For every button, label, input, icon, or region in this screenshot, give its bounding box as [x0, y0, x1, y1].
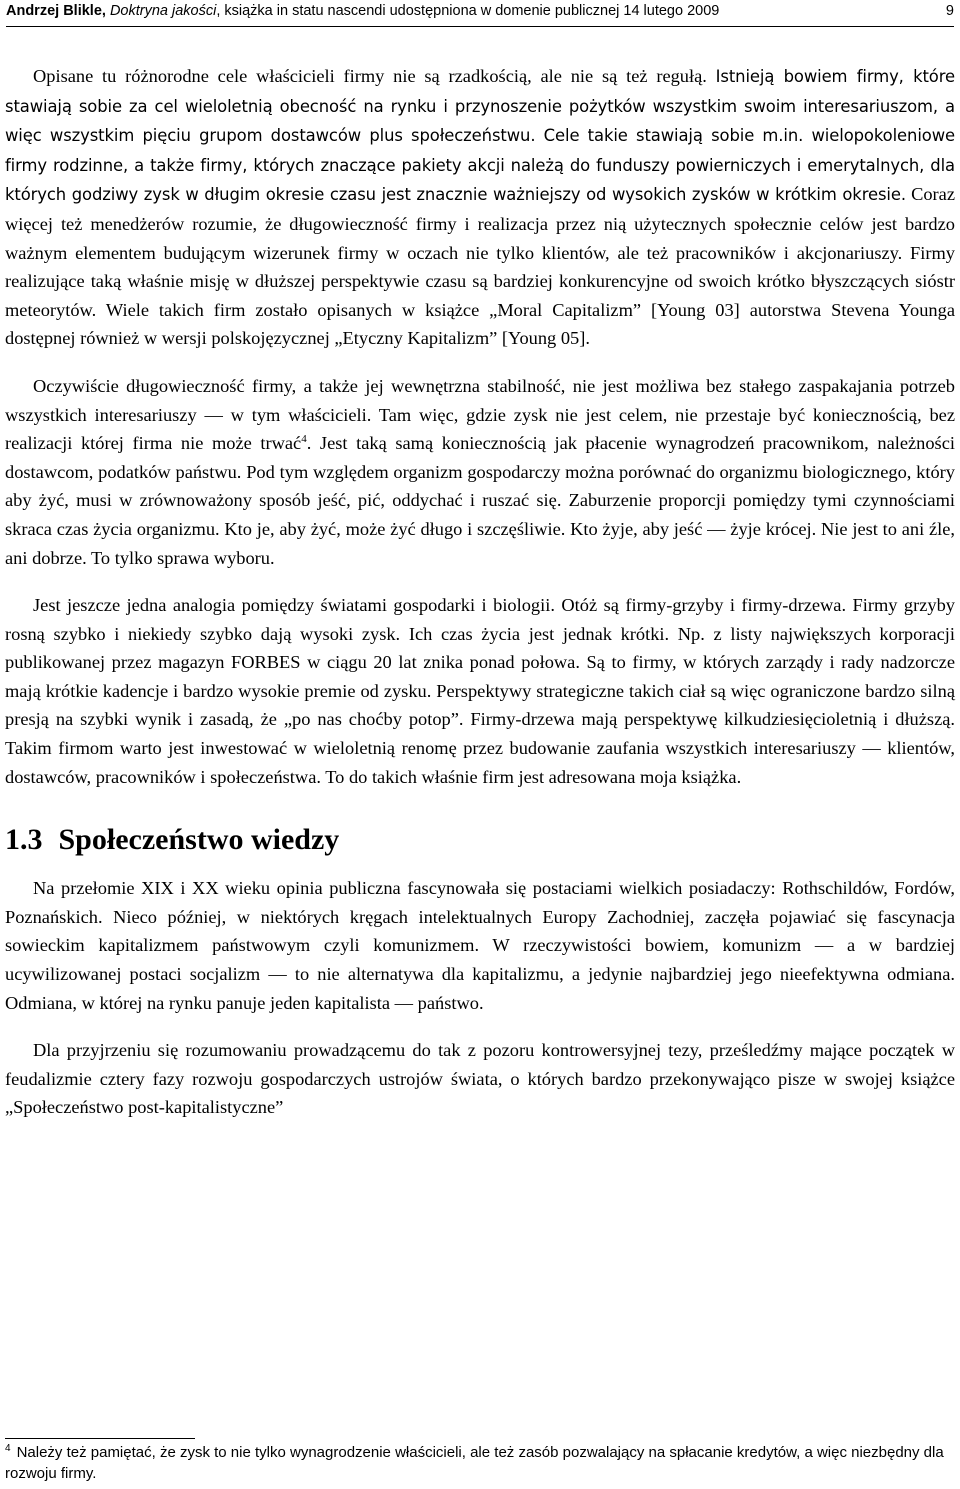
paragraph-3: [5, 591, 955, 791]
header-book-title: Doktryna jakości: [109, 3, 217, 19]
footnote-separator: [5, 1438, 195, 1439]
paragraph-2-text-start: Oczywiście długowieczność firmy, a także jej wewnętrzna stabilność, nie jest możliwa bez stałego zaspakajania potrzeb wszystkich interesariuszy — w tym właścicieli. Tam więc, gdzie zysk nie jest celem, nie przestaje być koniecznością, bez realizacji której firma nie może trwać: [5, 375, 955, 454]
section-paragraph-1: [5, 874, 955, 1017]
section-paragraph-2-text: Dla przyjrzeniu się rozumowaniu prowadzącemu do tak z pozoru kontrowersyjnej tezy, prześledźmy mające początek w feudalizmie cztery fazy rozwoju gospodarczych ustrojów świata, o których bardzo przekonywająco pisze w swojej książce „Społeczeństwo post-kapitalistyczne”: [5, 1040, 955, 1118]
section-paragraph-1-text: Na przełomie XIX i XX wieku opinia publiczna fascynowała się postaciami wielkich posiadaczy: Rothschildów, Fordów, Poznańskich. Nieco później, w niektórych kręgach intelektualnych Europy Zachodniej, zaczęła pojawiać się fascynacja sowieckim kapitalizmem państwowym czyli komunizmem. W rzeczywistości bowiem, komunizm — a w bardziej ucywilizowanej postaci socjalizm — to nie alternatywa dla kapitalizmu, a jedynie najbardziej jego nieefektywna odmiana. Odmiana, w której na rynku panuje jeden kapitalista — państwo.: [5, 878, 955, 1013]
header-citation: [6, 1, 719, 21]
footnote: [5, 1442, 950, 1484]
paragraph-3-text: Jest jeszcze jedna analogia pomiędzy światami gospodarki i biologii. Otóż są firmy-grzyby i firmy-drzewa. Firmy grzyby rosną szybko i niekiedy szybko dają wysoki zysk. Ich czas życia jest jednak krótki. Np. z listy największych korporacji publikowanej przez magazyn FORBES w ciągu 20 lat znika ponad połowa. Są to firmy, w których zarządy i rady nadzorcze mają krótkie kadencje i bardzo wysokie premie od zysku. Perspektywy strategiczne takich ciał są więc ograniczone bardzo silną presją na szybki wynik i zasadą, że „po nas choćby potop”. Firmy-drzewa mają perspektywę kilkudziesięcioletnią i dłuższą. Takim firmom warto jest inwestować w wieloletnią renomę przez budowanie zaufania wszystkich interesariuszy — klientów, dostawców, pracowników i społeczeństwa. To do takich właśnie firm jest adresowana moja książka.: [5, 595, 955, 787]
header-note: , książka in statu nascendi udostępniona w domenie publicznej 14 lutego 2009: [216, 3, 720, 19]
paragraph-1-sans-passage: Istnieją bowiem firmy, które stawiają sobie za cel wieloletnią obecność na rynku i przynoszenie pożytków wszystkim swoim interesariuszom, a więc wszystkim pięciu grupom dostawców plus społeczeństwu. Cele takie stawiają sobie m.in. wielopokoleniowe firmy rodzinne, a także firmy, których znaczące pakiety akcji należą do funduszy powierniczych i emerytalnych, dla których godziwy zysk w długim okresie czasu jest znacznie ważniejszy od wysokich zysków w krótkim okresie.: [5, 67, 955, 205]
paragraph-2-text-end: . Jest taką samą koniecznością jak płacenie wynagrodzeń pracownikom, należności dostawcom, podatków państwu. Pod tym względem organizm gospodarczy można porównać do organizmu biologicznego, który aby żyć, musi w zrównoważony sposób jeść, pić, oddychać i ruszać się. Zaburzenie proporcji pomiędzy tymi czynnościami skraca czas życia organizmu. Kto je, aby żyć, może żyć długo i szczęśliwie. Kto żyje, aby jeść — żyje krócej. Nie jest to ani źle, ani dobrze. To tylko sprawa wyboru.: [5, 433, 955, 568]
page-number: 9: [945, 3, 954, 19]
paragraph-1-text-end: Coraz więcej też menedżerów rozumie, że długowieczność firmy i realizacja przez nią użytecznych społecznie celów jest bardzo ważnym elementem budującym wizerunek firmy w oczach nie tylko klientów, ale też pracowników i akcjonariuszy. Firmy realizujące taką właśnie misję w dłuższej perspektywie czasu są bardziej konkurencyjne od swoich krótko błyszczących sióstr meteorytów. Wiele takich firm zostało opisanych w książce „Moral Capitalizm” [Young 03] autorstwa Stevena Younga dostępnej również w wersji polskojęzycznej „Etyczny Kapitalizm” [Young 05].: [5, 184, 955, 349]
section-title: Społeczeństwo wiedzy: [58, 823, 340, 857]
main-text: [5, 62, 955, 1141]
section-heading: [5, 822, 955, 858]
paragraph-2: [5, 372, 955, 572]
paragraph-1: [5, 62, 955, 353]
section-number: 1.3: [5, 823, 43, 857]
running-header: [6, 0, 954, 27]
footnote-reference[interactable]: 4: [301, 433, 307, 445]
section-paragraph-2: [5, 1036, 955, 1122]
footnote-marker: 4: [5, 1443, 11, 1454]
paragraph-1-text-start: Opisane tu różnorodne cele właścicieli firmy nie są rzadkością, ale nie są też regułą.: [33, 66, 716, 86]
footnote-text: Należy też pamiętać, że zysk to nie tylko wynagrodzenie właścicieli, ale też zasób pozwalający na spłacanie kredytów, a więc niezbędny dla rozwoju firmy.: [5, 1444, 944, 1482]
header-author: Andrzej Blikle,: [6, 3, 106, 19]
